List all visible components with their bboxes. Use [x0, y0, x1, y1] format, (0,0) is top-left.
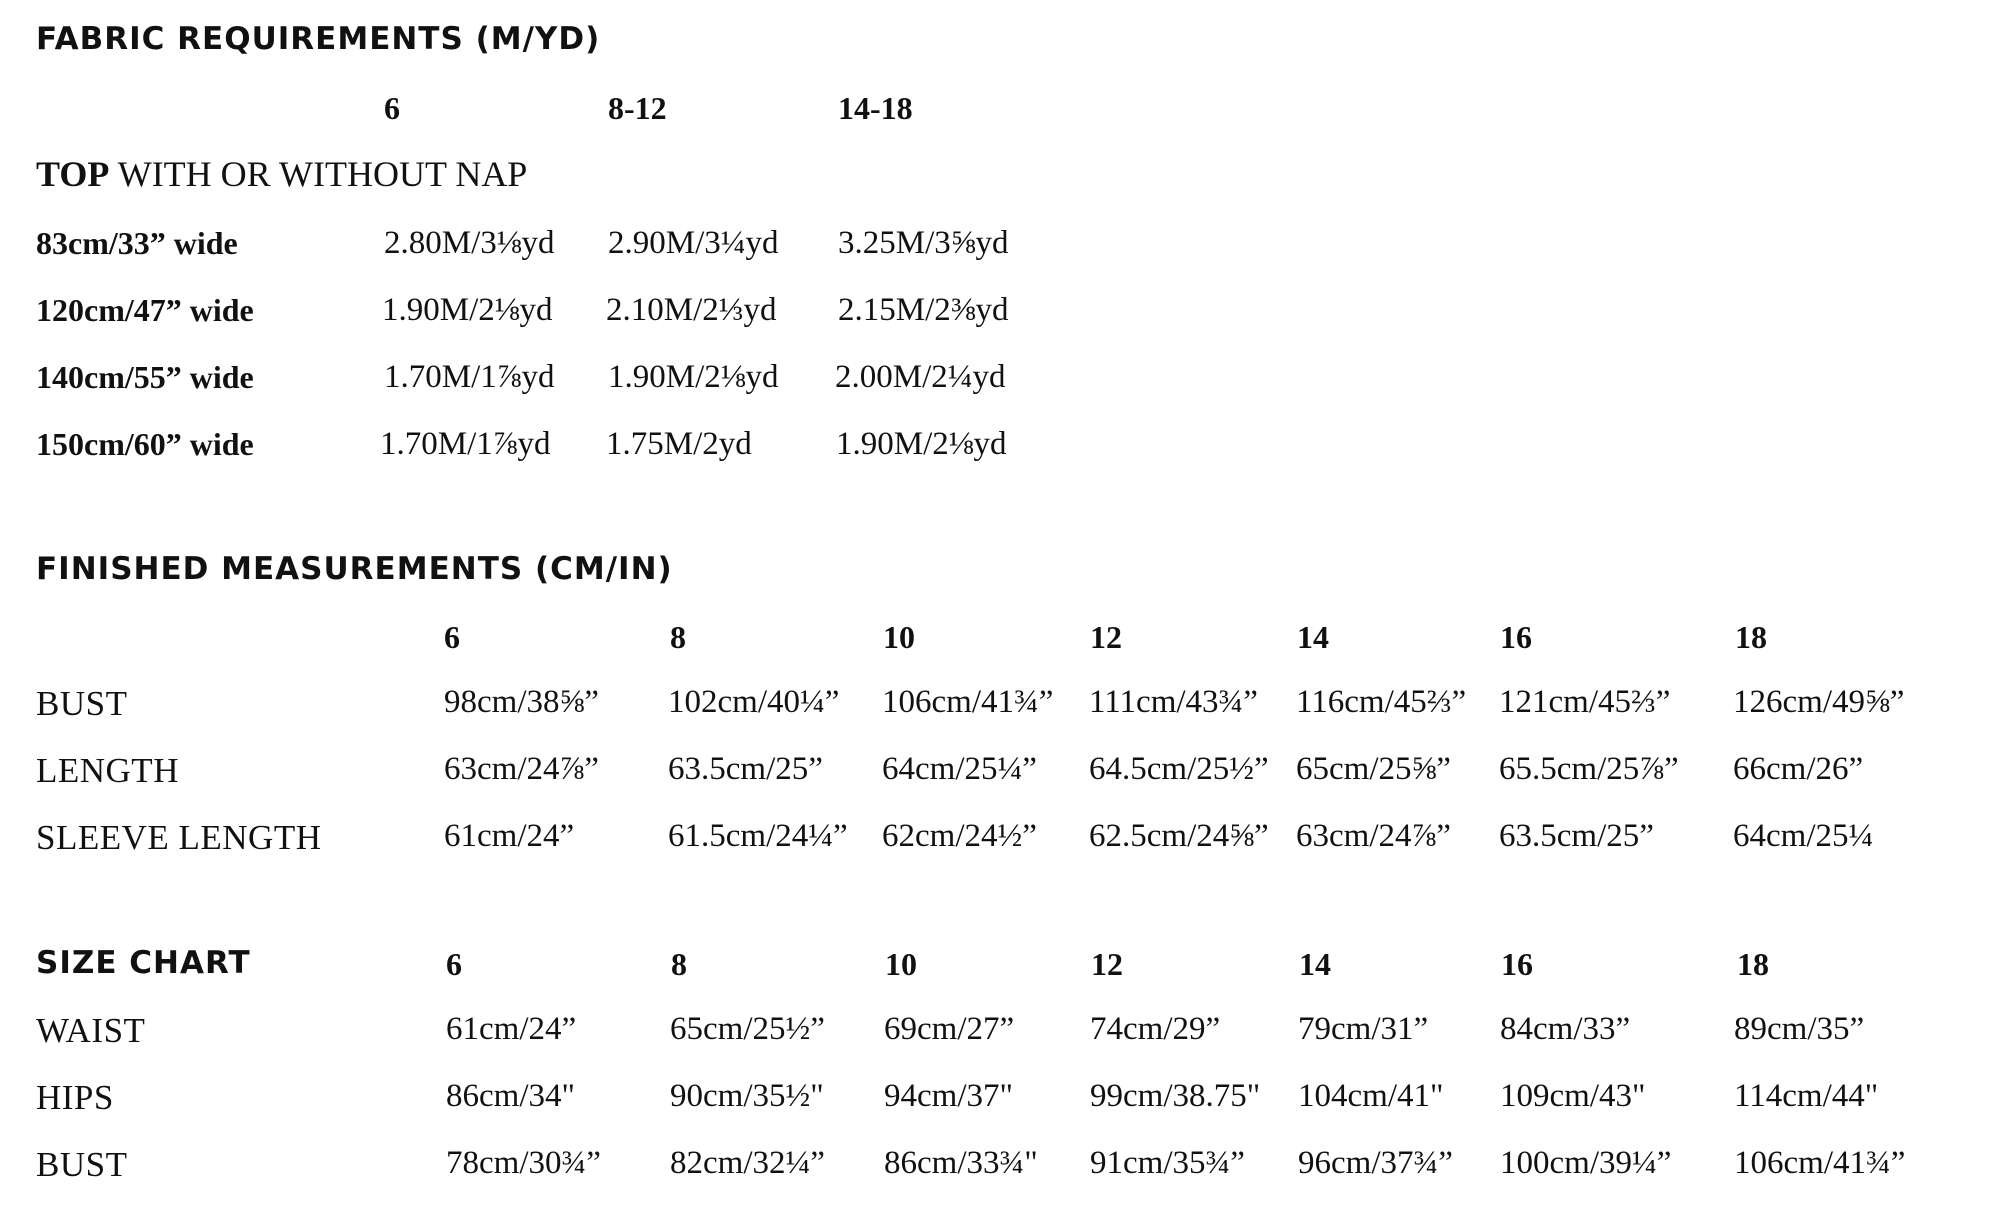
finished-cell: 65cm/25⅝” [1296, 751, 1451, 787]
finished-cell: 65.5cm/25⅞” [1499, 751, 1679, 787]
size-chart-size-header: 10 [885, 946, 917, 982]
size-chart-cell: 82cm/32¼” [670, 1145, 825, 1181]
finished-cell: 62.5cm/24⅝” [1089, 818, 1269, 854]
size-chart-row-label: WAIST [36, 1011, 146, 1050]
finished-cell: 63cm/24⅞” [1296, 818, 1451, 854]
finished-size-header: 12 [1090, 619, 1122, 655]
fabric-cell: 2.80M/3⅛yd [384, 225, 555, 261]
finished-cell: 63.5cm/25” [1499, 818, 1654, 854]
finished-cell: 64cm/25¼” [882, 751, 1037, 787]
fabric-cell: 1.70M/1⅞yd [384, 359, 555, 395]
finished-cell: 121cm/45⅔” [1499, 684, 1671, 720]
size-chart-cell: 61cm/24” [446, 1011, 577, 1047]
size-chart-cell: 78cm/30¾” [446, 1145, 601, 1181]
size-chart-cell: 100cm/39¼” [1500, 1145, 1672, 1181]
fabric-size-header: 8-12 [608, 90, 667, 126]
size-chart-cell: 109cm/43" [1500, 1078, 1646, 1114]
finished-cell: 111cm/43¾” [1089, 684, 1258, 720]
size-chart-size-header: 14 [1299, 946, 1331, 982]
fabric-cell: 3.25M/3⅝yd [838, 225, 1009, 261]
size-chart-cell: 65cm/25½” [670, 1011, 825, 1047]
size-chart-cell: 94cm/37" [884, 1078, 1013, 1114]
finished-cell: 106cm/41¾” [882, 684, 1054, 720]
top-label: TOP [36, 154, 110, 194]
size-chart-cell: 96cm/37¾” [1298, 1145, 1453, 1181]
finished-size-header: 10 [883, 619, 915, 655]
size-chart-size-header: 18 [1737, 946, 1769, 982]
finished-cell: 102cm/40¼” [668, 684, 840, 720]
size-chart-cell: 74cm/29” [1090, 1011, 1221, 1047]
size-chart-cell: 89cm/35” [1734, 1011, 1865, 1047]
finished-row-label: LENGTH [36, 751, 179, 790]
finished-size-header: 14 [1297, 619, 1329, 655]
finished-cell: 126cm/49⅝” [1733, 684, 1905, 720]
finished-cell: 116cm/45⅔” [1296, 684, 1467, 720]
finished-row-label: BUST [36, 684, 128, 723]
size-chart-cell: 114cm/44" [1734, 1078, 1879, 1114]
fabric-width-label: 150cm/60” wide [36, 426, 254, 462]
size-chart-row-label: BUST [36, 1145, 128, 1184]
size-chart-cell: 69cm/27” [884, 1011, 1015, 1047]
fabric-width-label: 120cm/47” wide [36, 292, 254, 328]
fabric-size-header: 14-18 [838, 90, 913, 126]
size-chart-cell: 84cm/33” [1500, 1011, 1631, 1047]
fabric-cell: 2.00M/2¼yd [835, 359, 1006, 395]
finished-size-header: 8 [670, 619, 686, 655]
finished-cell: 61cm/24” [444, 818, 575, 854]
finished-cell: 63.5cm/25” [668, 751, 823, 787]
fabric-cell: 1.90M/2⅛yd [836, 426, 1007, 462]
finished-row-label: SLEEVE LENGTH [36, 818, 322, 857]
size-chart-cell: 79cm/31” [1298, 1011, 1429, 1047]
fabric-cell: 1.70M/1⅞yd [380, 426, 551, 462]
finished-cell: 62cm/24½” [882, 818, 1037, 854]
size-chart-cell: 86cm/33¾" [884, 1145, 1038, 1181]
fabric-cell: 1.75M/2yd [606, 426, 752, 462]
fabric-width-label: 140cm/55” wide [36, 359, 254, 395]
size-chart-size-header: 6 [446, 946, 462, 982]
size-chart-title: SIZE CHART [36, 945, 251, 981]
fabric-cell: 1.90M/2⅛yd [382, 292, 553, 328]
size-chart-cell: 91cm/35¾” [1090, 1145, 1245, 1181]
finished-cell: 63cm/24⅞” [444, 751, 599, 787]
fabric-cell: 2.10M/2⅓yd [606, 292, 777, 328]
fabric-width-label: 83cm/33” wide [36, 225, 238, 261]
finished-cell: 66cm/26” [1733, 751, 1864, 787]
size-chart-cell: 104cm/41" [1298, 1078, 1444, 1114]
fabric-cell: 1.90M/2⅛yd [608, 359, 779, 395]
finished-cell: 61.5cm/24¼” [668, 818, 848, 854]
finished-cell: 64cm/25¼ [1733, 818, 1874, 854]
fabric-requirements-title: FABRIC REQUIREMENTS (M/YD) [36, 21, 601, 57]
fabric-cell: 2.90M/3¼yd [608, 225, 779, 261]
size-chart-row-label: HIPS [36, 1078, 114, 1117]
size-chart-cell: 90cm/35½" [670, 1078, 824, 1114]
finished-size-header: 16 [1500, 619, 1532, 655]
fabric-size-header: 6 [384, 90, 400, 126]
size-chart-cell: 86cm/34" [446, 1078, 575, 1114]
size-chart-size-header: 16 [1501, 946, 1533, 982]
size-chart-size-header: 8 [671, 946, 687, 982]
finished-measurements-title: FINISHED MEASUREMENTS (CM/IN) [36, 551, 673, 587]
size-chart-size-header: 12 [1091, 946, 1123, 982]
size-chart-cell: 106cm/41¾” [1734, 1145, 1906, 1181]
finished-cell: 64.5cm/25½” [1089, 751, 1269, 787]
fabric-cell: 2.15M/2⅜yd [838, 292, 1009, 328]
top-nap-line [36, 156, 527, 192]
finished-cell: 98cm/38⅝” [444, 684, 599, 720]
size-chart-cell: 99cm/38.75" [1090, 1078, 1261, 1114]
finished-size-header: 18 [1735, 619, 1767, 655]
top-nap-label: WITH OR WITHOUT NAP [109, 154, 528, 194]
finished-size-header: 6 [444, 619, 460, 655]
